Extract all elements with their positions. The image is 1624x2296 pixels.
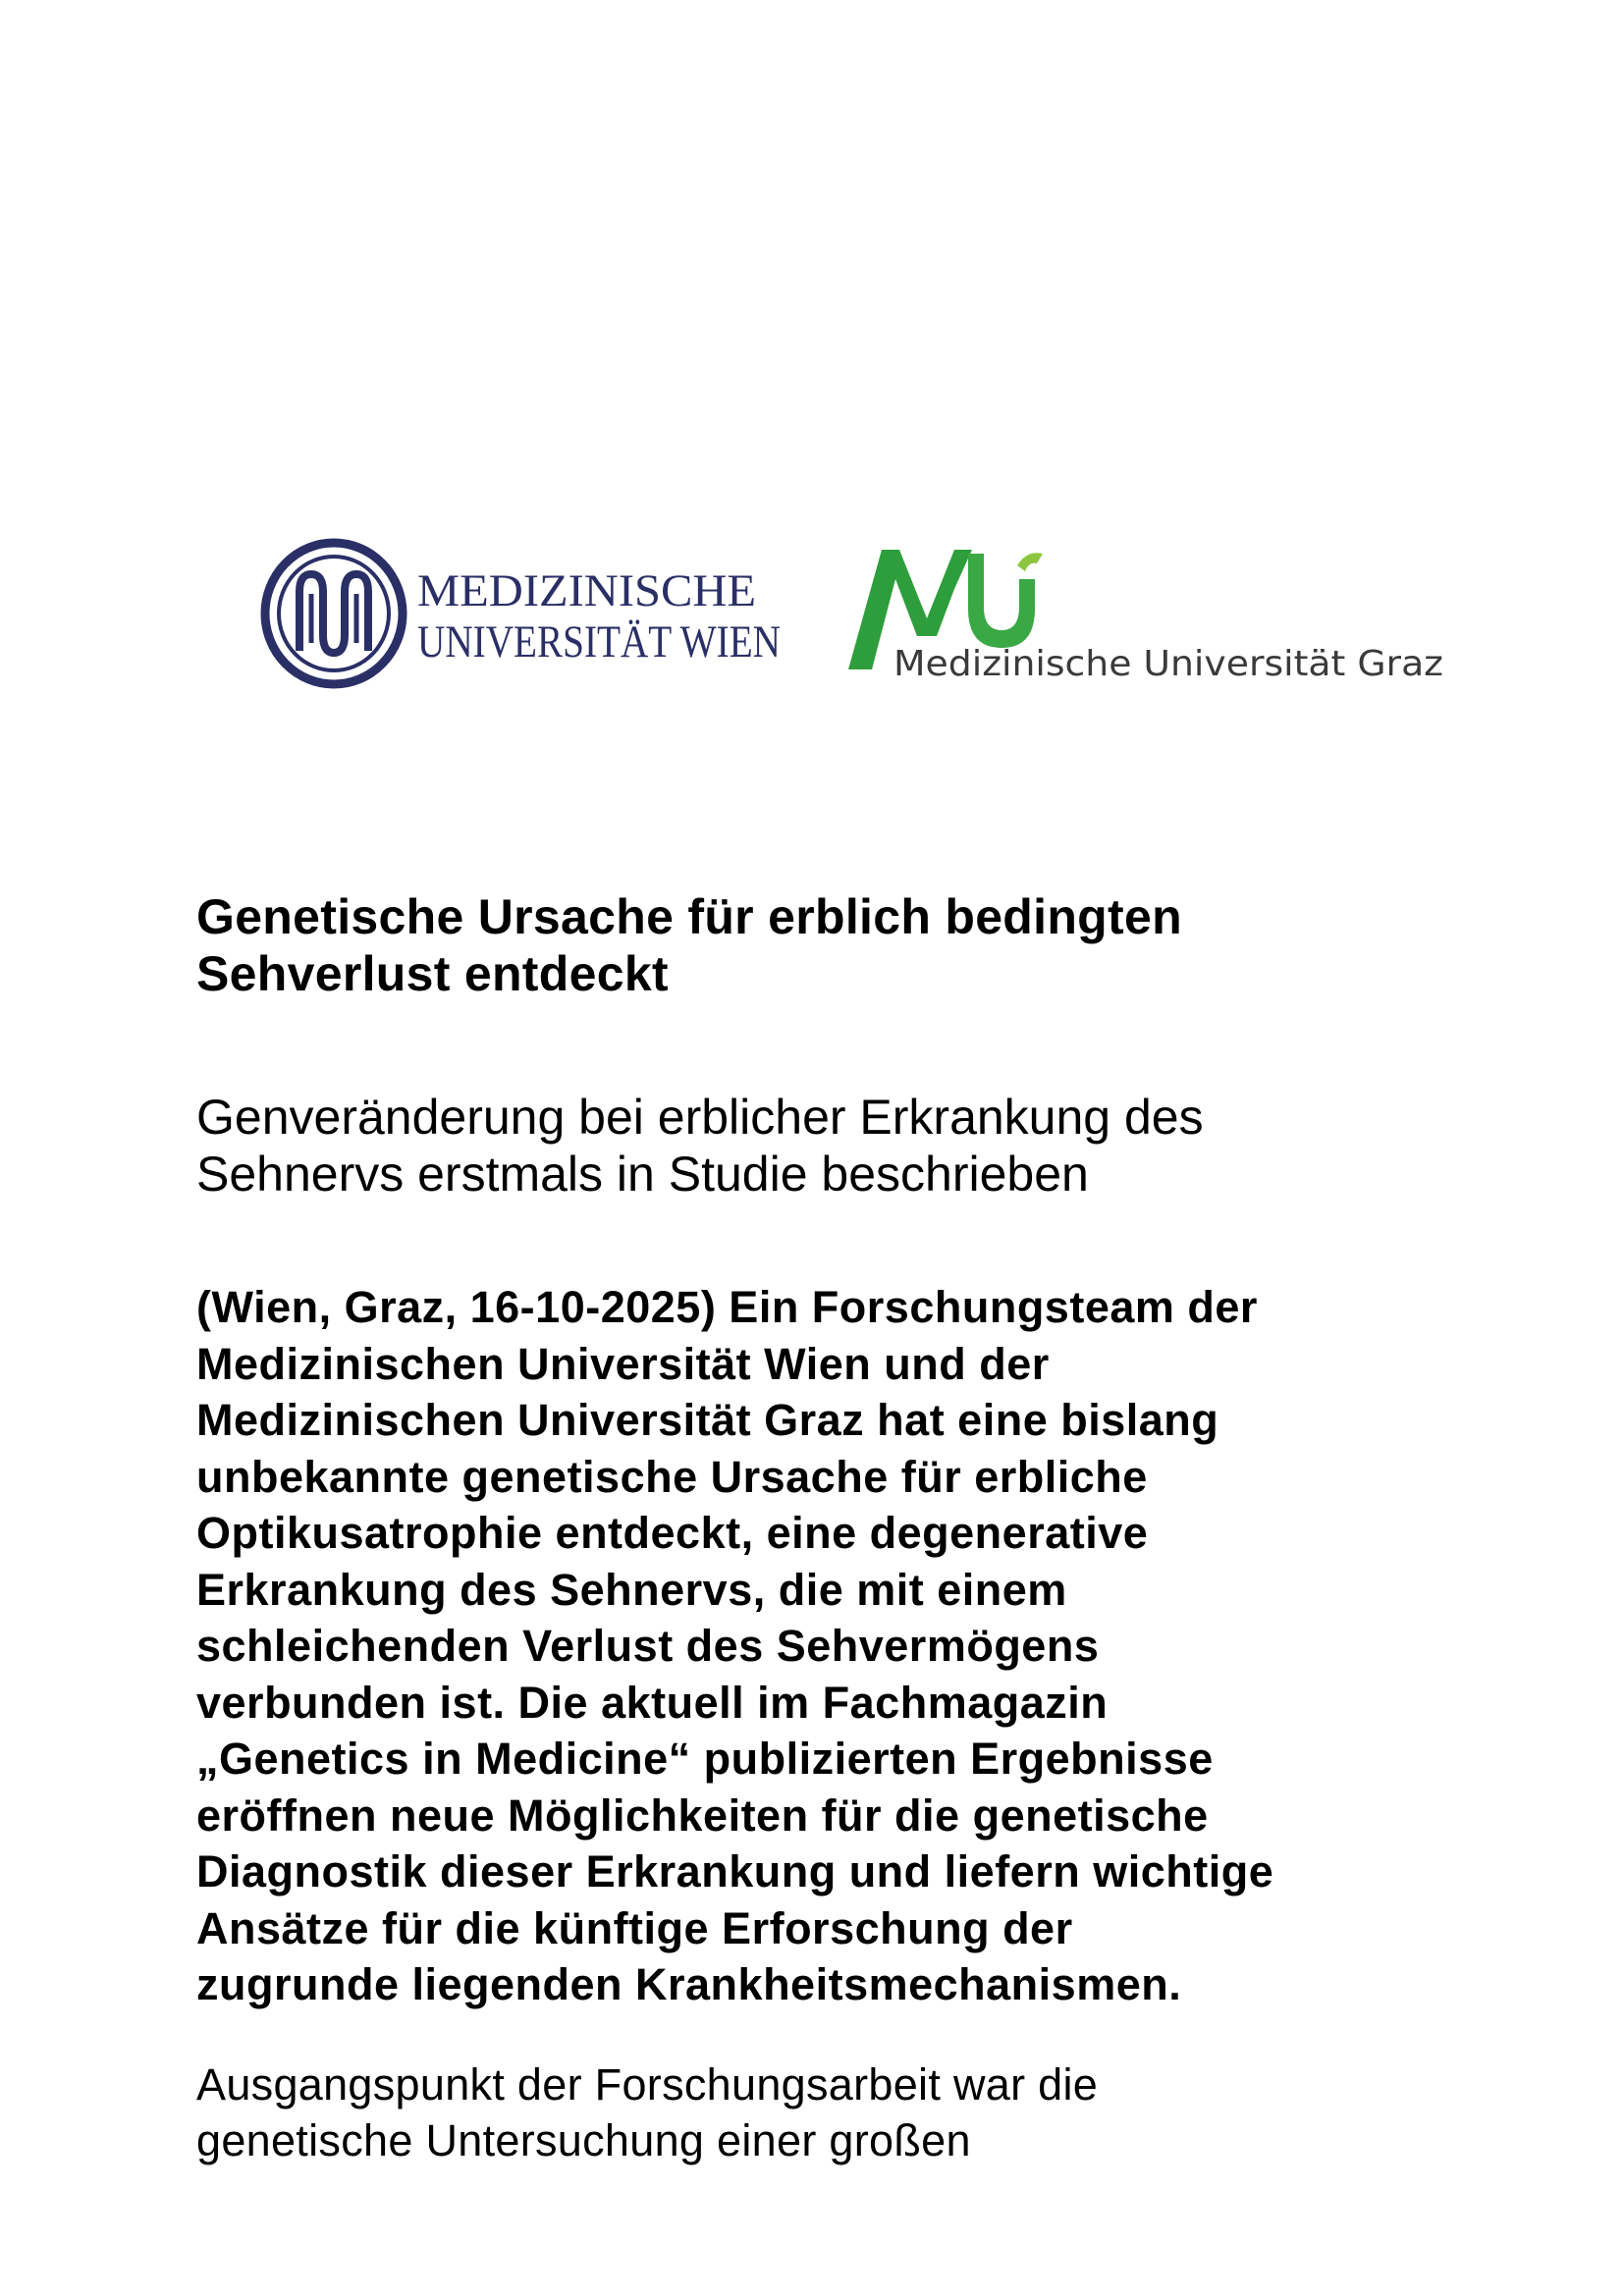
meduni-wien-seal-icon [265,543,403,684]
lead-line: Optikusatrophie entdeckt, eine degenerative [196,1508,1149,1558]
body-paragraph [196,2056,1453,2169]
subtitle-line: Sehnervs erstmals in Studie beschrieben [196,1147,1089,1201]
lead-line: Medizinischen Universität Wien und der [196,1338,1050,1389]
lead-line: verbunden ist. Die aktuell im Fachmagazin [196,1677,1109,1728]
logo-meduni-graz [835,520,1443,687]
lead-line: zugrunde liegenden Krankheitsmechanismen. [196,1959,1182,2009]
press-release [196,888,1453,2169]
lead-line: Diagnostik dieser Erkrankung und liefern wichtige [196,1846,1274,1896]
lead-line: schleichenden Verlust des Sehvermögens [196,1621,1100,1671]
lead-line: Erkrankung des Sehnervs, die mit einem [196,1564,1067,1615]
page-title [196,888,1453,1002]
lead-line: eröffnen neue Möglichkeiten für die genetische [196,1789,1209,1841]
lead-line: „Genetics in Medicine“ publizierten Ergebnisse [196,1734,1214,1784]
meduni-wien-wordmark-line1: MEDIZINISCHE [417,565,756,616]
page-subtitle [196,1089,1453,1202]
lead-line: (Wien, Graz, 16-10-2025) Ein Forschungsteam der [196,1282,1258,1332]
lead-line: Ansätze für die künftige Erforschung der [196,1902,1073,1953]
lead-line: unbekannte genetische Ursache für erbliche [196,1451,1148,1502]
meduni-wien-wordmark-line2: UNIVERSITÄT WIEN [417,616,781,667]
meduni-graz-wordmark: Medizinische Universität Graz [893,644,1443,684]
lead-paragraph [196,1279,1453,2013]
subtitle-line: Genveränderung bei erblicher Erkrankung des [196,1090,1204,1145]
body-line: Ausgangspunkt der Forschungsarbeit war die [196,2058,1099,2109]
body-line: genetische Untersuchung einer großen [196,2115,971,2165]
logo-meduni-wien [260,535,785,692]
title-line: Sehverlust entdeckt [196,946,669,1001]
title-line: Genetische Ursache für erblich bedingten [196,889,1182,944]
lead-line: Medizinischen Universität Graz hat eine bislang [196,1395,1219,1445]
